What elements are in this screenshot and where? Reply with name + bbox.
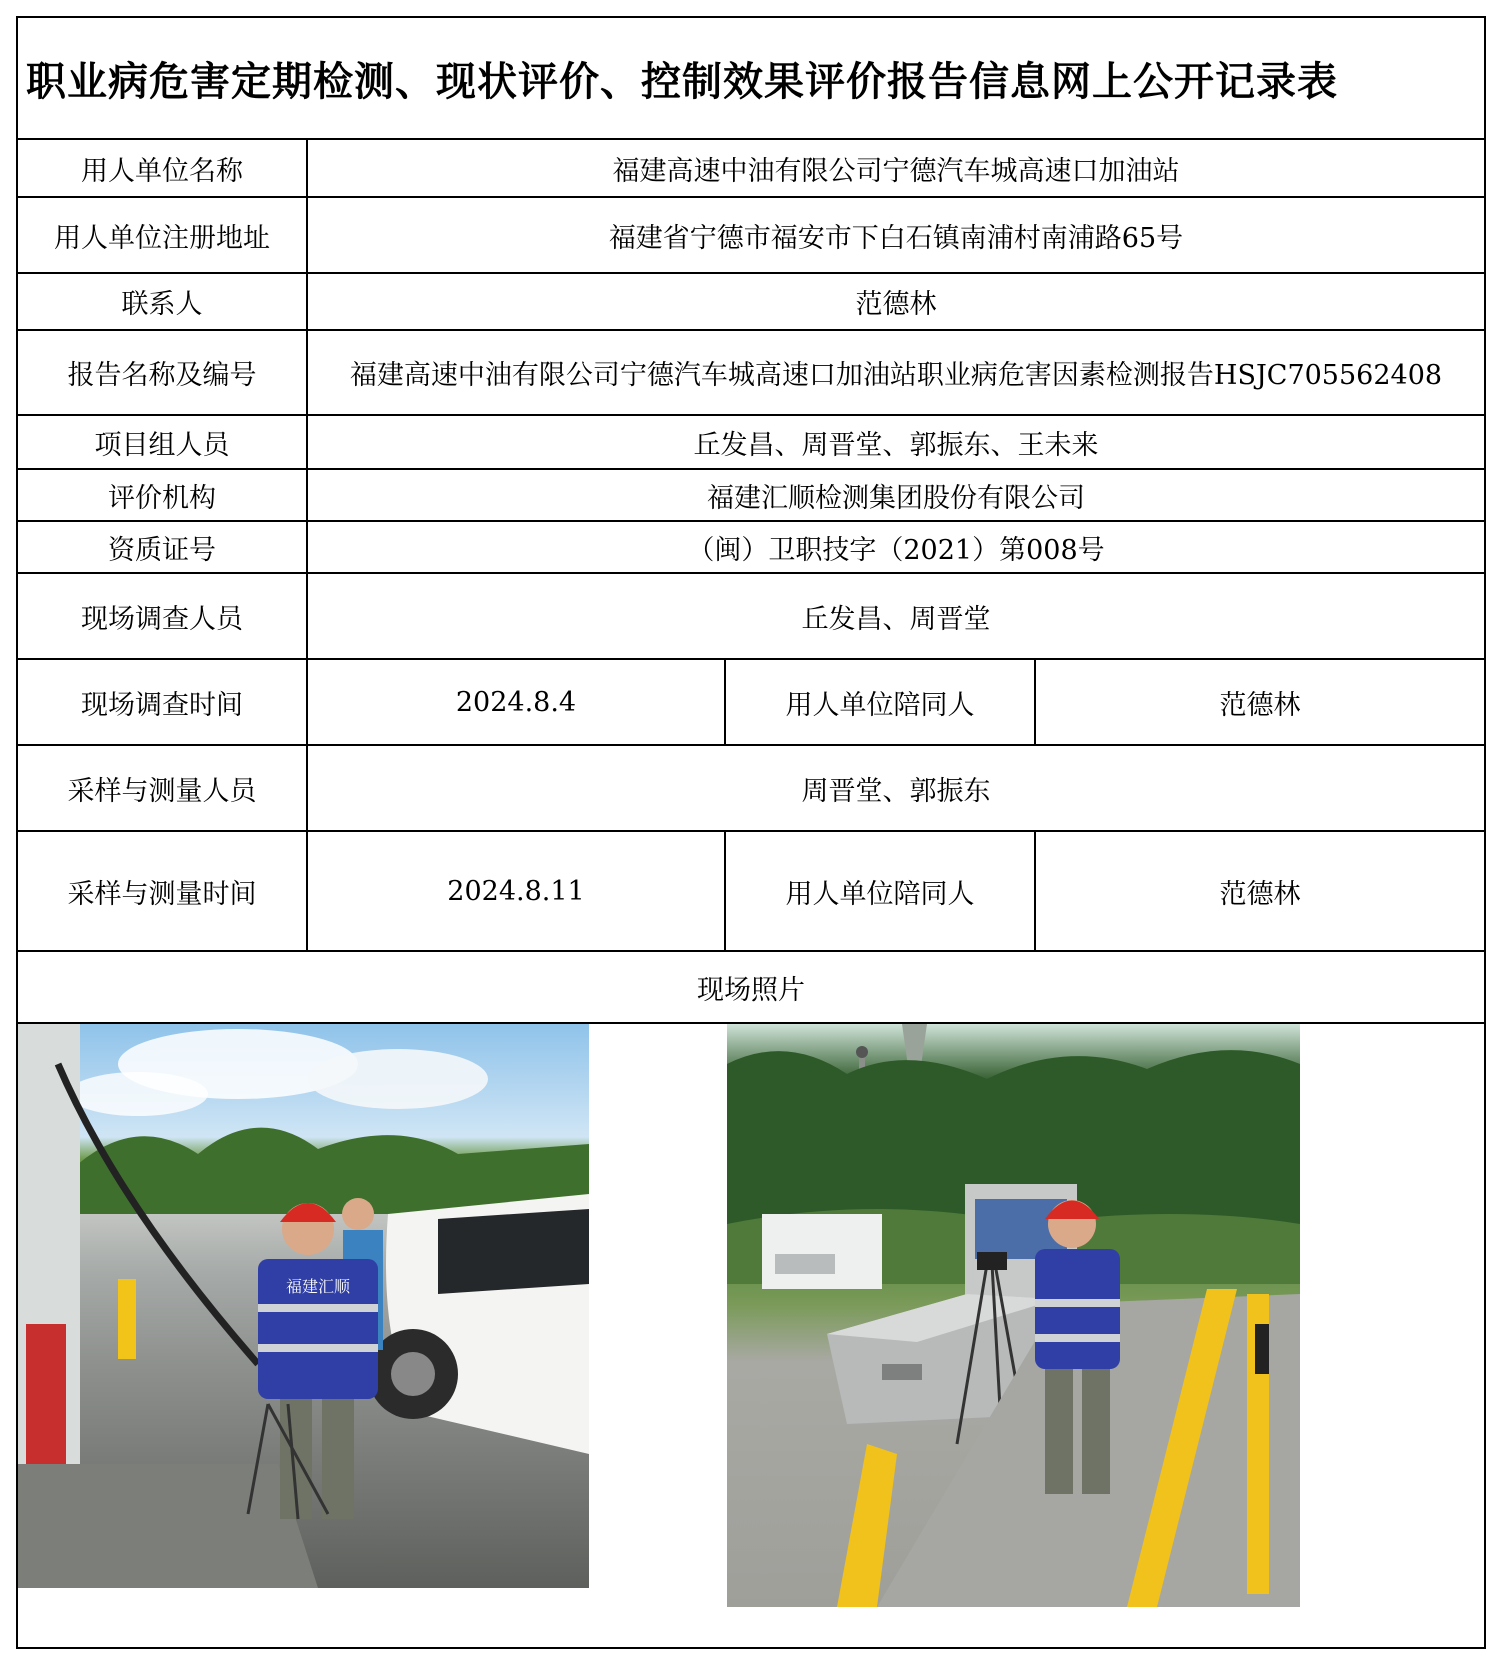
equipment-area-illustration bbox=[727, 1024, 1300, 1607]
value-survey-staff: 丘发昌、周晋堂 bbox=[801, 603, 991, 635]
label-sampling-time: 采样与测量时间 bbox=[18, 832, 308, 950]
value-contact: 范德林 bbox=[855, 289, 937, 320]
label-cert: 资质证号 bbox=[18, 522, 308, 572]
value-agency: 福建汇顺检测集团股份有限公司 bbox=[707, 482, 1085, 514]
fuel-station-illustration bbox=[18, 1024, 589, 1588]
value-employer-address: 福建省宁德市福安市下白石镇南浦村南浦路65号 bbox=[608, 222, 1184, 254]
row-survey-time bbox=[18, 660, 1484, 746]
label-survey-staff: 现场调查人员 bbox=[18, 574, 308, 658]
row-survey-staff bbox=[18, 574, 1484, 660]
row-sampling-time bbox=[18, 832, 1484, 952]
site-photo-equipment-area bbox=[727, 1024, 1300, 1607]
value-survey-time: 2024.8.4 bbox=[308, 660, 726, 744]
label-sampling-staff: 采样与测量人员 bbox=[18, 746, 308, 830]
label-sampling-escort: 用人单位陪同人 bbox=[726, 832, 1036, 950]
row-contact bbox=[18, 274, 1484, 331]
value-employer-name: 福建高速中油有限公司宁德汽车城高速口加油站 bbox=[612, 155, 1180, 187]
value-sampling-time: 2024.8.11 bbox=[308, 832, 726, 950]
row-report bbox=[18, 331, 1484, 416]
row-employer-address bbox=[18, 198, 1484, 274]
row-team bbox=[18, 416, 1484, 470]
value-report: 福建高速中油有限公司宁德汽车城高速口加油站职业病危害因素检测报告HSJC705562408 bbox=[349, 360, 1443, 391]
row-employer-name bbox=[18, 140, 1484, 198]
label-agency: 评价机构 bbox=[18, 470, 308, 520]
record-table bbox=[16, 16, 1486, 1649]
label-survey-escort: 用人单位陪同人 bbox=[726, 660, 1036, 744]
photos-header: 现场照片 bbox=[18, 952, 1484, 1024]
row-agency bbox=[18, 470, 1484, 522]
vest-logo-text: 福建汇顺 bbox=[285, 1277, 351, 1296]
label-employer-name: 用人单位名称 bbox=[18, 140, 308, 196]
value-team: 丘发昌、周晋堂、郭振东、王未来 bbox=[693, 429, 1099, 461]
site-photo-fuel-station bbox=[18, 1024, 589, 1588]
label-employer-address: 用人单位注册地址 bbox=[18, 198, 308, 272]
label-survey-time: 现场调查时间 bbox=[18, 660, 308, 744]
row-cert bbox=[18, 522, 1484, 574]
label-team: 项目组人员 bbox=[18, 416, 308, 468]
page-title: 职业病危害定期检测、现状评价、控制效果评价报告信息网上公开记录表 bbox=[18, 18, 1484, 140]
label-contact: 联系人 bbox=[18, 274, 308, 329]
value-cert: （闽）卫职技字（2021）第008号 bbox=[687, 534, 1105, 566]
label-report: 报告名称及编号 bbox=[18, 331, 308, 414]
value-survey-escort: 范德林 bbox=[1219, 689, 1301, 721]
row-sampling-staff bbox=[18, 746, 1484, 832]
value-sampling-escort: 范德林 bbox=[1219, 878, 1301, 910]
value-sampling-staff: 周晋堂、郭振东 bbox=[801, 775, 991, 807]
